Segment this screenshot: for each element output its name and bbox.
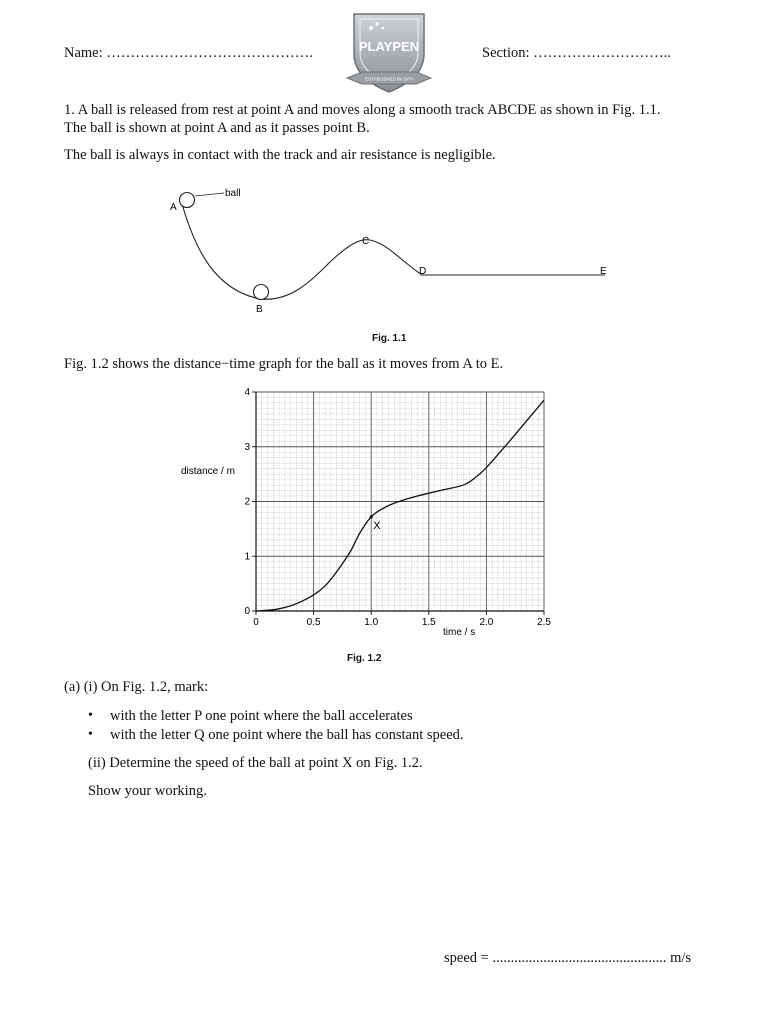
question-intro-line1: 1. A ball is released from rest at point A and moves along a smooth track ABCDE as shown in Fig. 1.1.: [64, 102, 661, 118]
x-tick-label: 2.0: [479, 617, 494, 628]
part-a-ii-prompt: (ii) Determine the speed of the ball at point X on Fig. 1.2.: [88, 755, 423, 771]
distance-time-graph: [175, 380, 575, 642]
ball-at-a: [180, 193, 195, 208]
ball-at-b: [254, 285, 269, 300]
instruction-list: [64, 707, 464, 745]
logo-ribbon-text: ESTABLISHED IN 1970: [365, 76, 413, 82]
point-x-marker: [370, 515, 373, 518]
point-e-label: E: [600, 266, 607, 277]
x-tick-label: 2.5: [537, 617, 551, 628]
y-tick-label: 2: [244, 496, 250, 508]
y-tick-label: 0: [244, 606, 250, 617]
point-x-label: X: [373, 519, 381, 532]
x-tick-label: 1.0: [364, 617, 379, 628]
list-item: • with the letter Q one point where the ball has constant speed.: [64, 726, 464, 745]
y-tick-label: 1: [244, 551, 250, 563]
point-c-label: C: [362, 236, 370, 247]
show-working-note: Show your working.: [88, 783, 207, 799]
question-intro-line2: The ball is shown at point A and as it passes point B.: [64, 120, 370, 136]
fig-1-2-intro: Fig. 1.2 shows the distance−time graph for the ball as it moves from A to E.: [64, 356, 504, 372]
question-contact-line: The ball is always in contact with the track and air resistance is negligible.: [64, 147, 496, 163]
graph-x-axis-label: time / s: [443, 627, 476, 638]
x-tick-label: 0: [253, 617, 259, 628]
x-tick-label: 0.5: [306, 617, 321, 628]
track-diagram: [160, 182, 620, 317]
y-tick-label: 4: [244, 387, 250, 398]
graph-y-axis-label: distance / m: [181, 466, 235, 477]
point-a-label: A: [170, 202, 177, 213]
logo-text: PLAYPEN: [358, 39, 420, 54]
track-line: [182, 204, 605, 299]
x-tick-label: 1.5: [421, 617, 436, 628]
fig-1-1-caption: Fig. 1.1: [372, 333, 407, 344]
section-field-label: Section: ………………………..: [482, 45, 671, 61]
fig-1-2-caption: Fig. 1.2: [347, 653, 382, 664]
point-b-label: B: [256, 304, 263, 315]
ball-pointer-line: [195, 193, 224, 196]
list-item: • with the letter P one point where the ball accelerates: [64, 707, 464, 726]
y-tick-label: 3: [244, 441, 250, 453]
speed-answer-line: speed = ................................................ m/s: [444, 950, 692, 966]
name-field-label: Name: …………………………………….: [64, 45, 313, 61]
part-a-i-prompt: (a) (i) On Fig. 1.2, mark:: [64, 679, 209, 695]
point-d-label: D: [419, 266, 427, 277]
ball-label: ball: [225, 188, 241, 199]
school-logo-crest: [344, 8, 434, 100]
